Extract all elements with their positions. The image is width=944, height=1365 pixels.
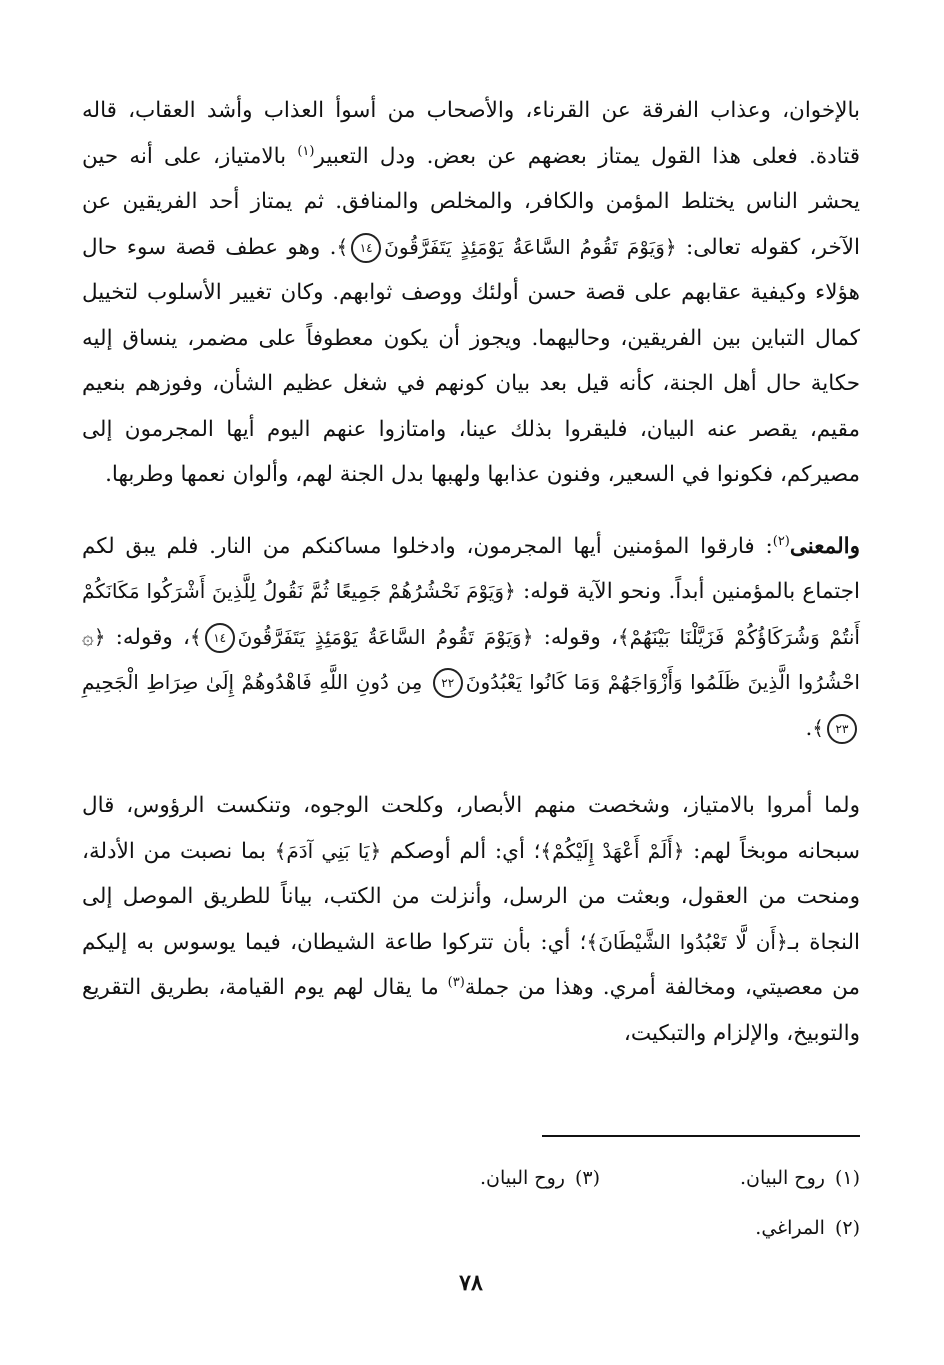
ayah-number-marker: ١٤ [205, 623, 235, 653]
paragraph-2 [82, 524, 860, 752]
quran-quote: ﴿أَلَمْ أَعْهَدْ إِلَيْكُمْ﴾ [540, 838, 685, 863]
footnote-2 [600, 1217, 860, 1239]
p3-text-e: ما يقال لهم يوم القيامة، بطريق التقريع والتوبيخ، والإلزام والتبكيت، [82, 975, 860, 1046]
footnote-number: (١) [834, 1167, 860, 1189]
footnote-text: روح البيان. [739, 1167, 825, 1189]
p2-text-d: . [805, 715, 813, 741]
ayah-number-marker: ٢٣ [827, 714, 857, 744]
p1-text-b: بالامتياز، على أنه حين يحشر الناس يختلط المؤمن والكافر، والمخلص والمنافق. ثم يمتاز أحد الفريقين عن الآخر، كقوله تعالى: [82, 143, 860, 260]
footnote-ref-1[interactable]: (١) [297, 143, 315, 159]
quran-quote: ﴿وَيَوْمَ تَقُومُ السَّاعَةُ يَوْمَئِذٍ يَتَفَرَّقُونَ [384, 234, 677, 259]
p2-text-c: ، وقوله: [105, 624, 190, 650]
footnote-ref-3[interactable]: (٣) [447, 974, 465, 990]
quran-quote-end: ﴾ [189, 624, 202, 649]
p2-text-b: ، وقوله: [533, 624, 618, 650]
quran-quote: ﴿۞ احْشُرُوا الَّذِينَ ظَلَمُوا وَأَزْوَاجَهُمْ وَمَا كَانُوا يَعْبُدُونَ [82, 624, 860, 694]
paragraph-3 [82, 783, 860, 1056]
page-number: ٧٨ [459, 1270, 483, 1296]
footnote-1 [600, 1167, 860, 1189]
quran-quote: ﴿وَيَوْمَ نَحْشُرُهُمْ جَمِيعًا ثُمَّ نَقُولُ لِلَّذِينَ أَشْرَكُوا مَكَانَكُمْ أَنتُمْ وَشُرَكَاؤُكُمْ فَزَيَّلْنَا بَيْنَهُمْ﴾ [82, 579, 860, 649]
quran-quote: مِن دُونِ اللَّهِ فَاهْدُوهُمْ إِلَىٰ صِرَاطِ الْجَحِيمِ [82, 670, 430, 694]
quran-quote: ﴿وَيَوْمَ تَقُومُ السَّاعَةُ يَوْمَئِذٍ يَتَفَرَّقُونَ [237, 624, 534, 649]
footnote-text: روح البيان. [479, 1167, 565, 1189]
quran-quote: ﴿يَا بَنِي آدَمَ﴾ [274, 838, 382, 863]
footnote-row [82, 1203, 860, 1253]
book-page [82, 88, 860, 1325]
paragraph-1 [82, 88, 860, 498]
footnote-number: (٢) [834, 1217, 860, 1239]
footnote-3 [340, 1167, 600, 1189]
p3-text-a: ولما أمروا بالامتياز، وشخصت منهم الأبصار، وكلحت الوجوه، وتنكست الرؤوس، قال سبحانه موبخاً لهم: [82, 793, 860, 864]
footnote-number: (٣) [574, 1167, 600, 1189]
ayah-number-marker: ٢٢ [433, 668, 463, 698]
p1-text-c: . وهو عطف قصة سوء حال هؤلاء وكيفية عقابهم على قصة حسن أولئك ووصف ثوابهم. وكان تغيير الأسلوب لتخييل كمال التباين بين الفريقين، وحاليهما. ويجوز أن يكون معطوفاً على مضمر، ينساق إليه حكاية حال أهل الجنة، كأنه قيل بعد بيان كونهم في شغل عظيم الشأن، وفوزهم بنعيم مقيم، يقصر عنه البيان، فليقروا بذلك عينا، وامتازوا عنهم اليوم أيها المجرمون إلى مصيركم، فكونوا في السعير، وفنون عذابها ولهبها بدل الجنة لهم، وألوان نعمها وطربها. [82, 234, 860, 487]
p1-text-a: بالإخوان، وعذاب الفرقة عن القرناء، والأصحاب من أسوأ العذاب وأشد العقاب، قاله قتادة. فعلى هذا القول يمتاز بعضهم عن بعض. ودل التعبير [82, 98, 860, 169]
p3-text-c: بما نصبت من الأدلة، ومنحت من العقول، وبعثت من الرسل، وأنزلت من الكتب، بياناً للطريق الموصل إلى النجاة بـ [82, 838, 860, 955]
quran-quote-end: ﴾ [812, 715, 824, 740]
quran-quote-end: ﴾ [336, 234, 349, 259]
p3-text-d: ؛ أي: بأن تتركوا طاعة الشيطان، فيما يوسوس به إليكم من معصيتي، ومخالفة أمري. وهذا من جملة [82, 929, 861, 1000]
footnote-separator [542, 1135, 860, 1137]
p2-lead-word: والمعنى [789, 533, 860, 559]
p2-text-a: : فارقوا المؤمنين أيها المجرمون، وادخلوا مساكنكم من النار. فلم يبق لكم اجتماع بالمؤمنين أبداً. ونحو الآية قوله: [82, 533, 860, 604]
quran-quote: ﴿أَن لَّا تَعْبُدُوا الشَّيْطَانَ﴾ [586, 929, 788, 954]
footnote-row [82, 1153, 860, 1203]
footnotes-section [82, 1153, 860, 1253]
p3-text-b: ؛ أي: ألم أوصكم [381, 838, 541, 864]
ayah-number-marker: ١٤ [351, 233, 381, 263]
footnote-ref-2[interactable]: (٢) [772, 533, 790, 549]
footnote-text: المراغي. [755, 1217, 825, 1239]
